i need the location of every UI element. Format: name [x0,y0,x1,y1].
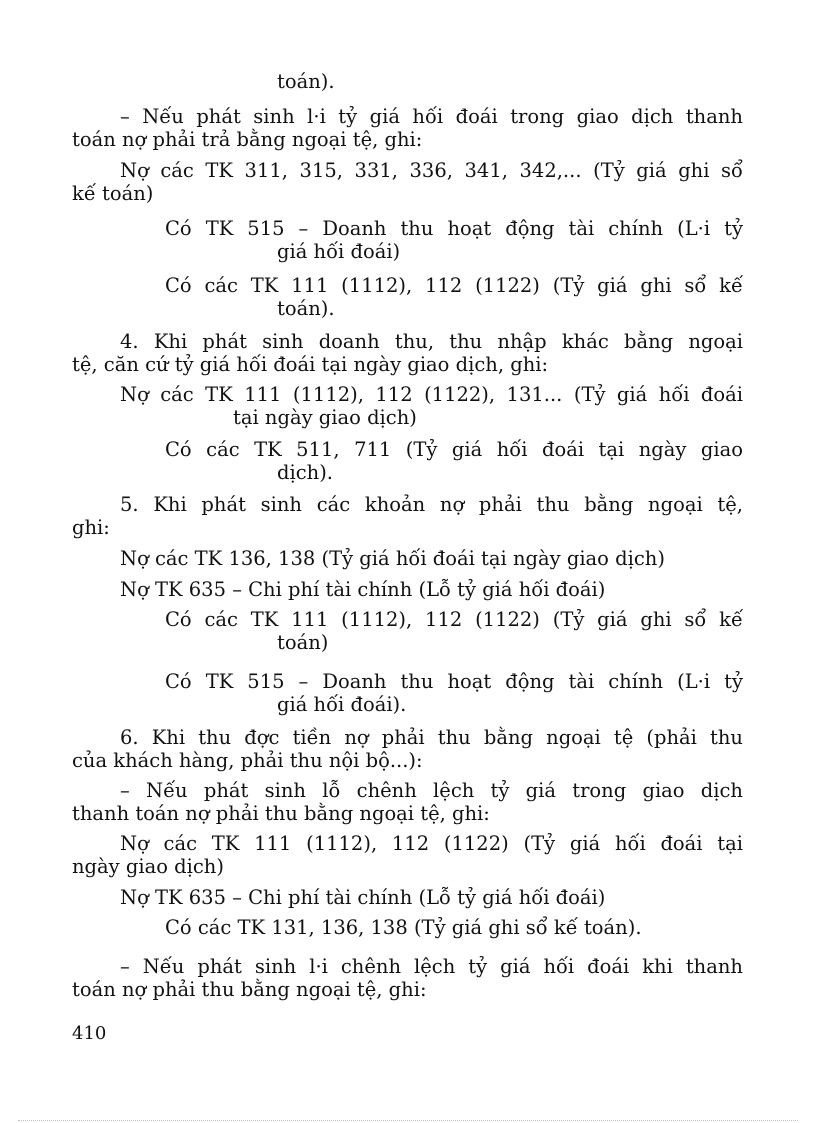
page-number: 410 [72,1023,107,1044]
text-line: Có TK 515 – Doanh thu hoạt động tài chính (L·i tỷ [165,217,743,240]
text-line: toán). [277,70,335,93]
text-line: Có TK 515 – Doanh thu hoạt động tài chính (L·i tỷ [165,670,743,693]
text-line: thanh toán nợ phải thu bằng ngoại tệ, ghi: [72,802,490,825]
text-line: Nợ các TK 136, 138 (Tỷ giá hối đoái tại ngày giao dịch) [120,547,665,570]
text-line: – Nếu phát sinh l·i chênh lệch tỷ giá hối đoái khi thanh [120,955,743,978]
text-line: – Nếu phát sinh lỗ chênh lệch tỷ giá trong giao dịch [120,779,743,802]
text-line: 4. Khi phát sinh doanh thu, thu nhập khác bằng ngoại [120,330,743,353]
text-line: Có các TK 111 (1112), 112 (1122) (Tỷ giá ghi sổ kế [165,608,743,631]
text-line: Nợ các TK 111 (1112), 112 (1122) (Tỷ giá hối đoái tại [120,832,743,855]
text-line: Nợ các TK 111 (1112), 112 (1122), 131... (Tỷ giá hối đoái [120,383,743,406]
text-line: 5. Khi phát sinh các khoản nợ phải thu bằng ngoại tệ, [120,493,743,516]
text-line: ghi: [72,516,110,539]
text-line: – Nếu phát sinh l·i tỷ giá hối đoái trong giao dịch thanh [120,105,743,128]
text-line: tệ, căn cứ tỷ giá hối đoái tại ngày giao dịch, ghi: [72,353,549,376]
text-line: dịch). [277,461,334,484]
text-line: tại ngày giao dịch) [233,406,417,429]
text-line: Có các TK 111 (1112), 112 (1122) (Tỷ giá ghi sổ kế [165,274,743,297]
text-line: giá hối đoái). [277,693,407,716]
bottom-dotted-rule [18,1120,798,1121]
text-line: Nợ TK 635 – Chi phí tài chính (Lỗ tỷ giá hối đoái) [120,886,606,909]
text-line: kế toán) [72,182,154,205]
text-line: ngày giao dịch) [72,855,224,878]
text-line: 6. Khi thu đợc tiền nợ phải thu bằng ngoại tệ (phải thu [120,726,743,749]
text-line: của khách hàng, phải thu nội bộ...): [72,749,423,772]
text-line: Có các TK 511, 711 (Tỷ giá hối đoái tại ngày giao [165,438,743,461]
text-line: Nợ TK 635 – Chi phí tài chính (Lỗ tỷ giá hối đoái) [120,578,606,601]
text-line: Nợ các TK 311, 315, 331, 336, 341, 342,... (Tỷ giá ghi sổ [120,159,743,182]
text-line: giá hối đoái) [277,240,401,263]
text-line: toán). [277,297,335,320]
text-line: Có các TK 131, 136, 138 (Tỷ giá ghi sổ kế toán). [165,916,642,939]
text-line: toán) [277,631,329,654]
text-line: toán nợ phải thu bằng ngoại tệ, ghi: [72,978,427,1001]
text-line: toán nợ phải trả bằng ngoại tệ, ghi: [72,128,423,151]
